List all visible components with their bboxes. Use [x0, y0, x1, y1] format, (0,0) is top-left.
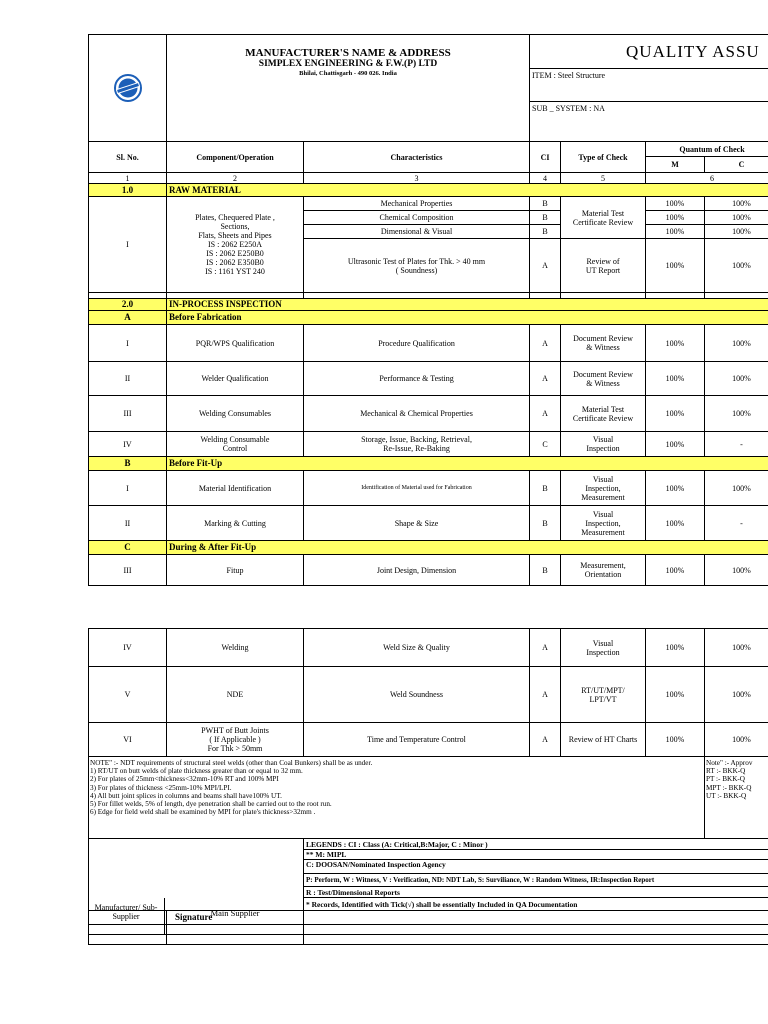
- characteristic-cell: Joint Design, Dimension: [304, 555, 530, 586]
- m-cell: 100%: [646, 362, 705, 396]
- signature-field: [304, 911, 768, 925]
- component-cell: [167, 432, 304, 457]
- col-type-of-check: Type of Check: [561, 142, 646, 173]
- ci-cell: A: [530, 667, 561, 723]
- c-cell: 100%: [705, 211, 768, 225]
- type-line: Orientation: [584, 570, 622, 579]
- note-line: NOTE" :- NDT requirements of structural steel welds (other than Coal Bunkers) shall be as under.: [90, 759, 373, 767]
- manufacturer-sub-supplier-label: Manufacturer/ Sub-Supplier: [94, 903, 158, 921]
- component-cell: Welding: [167, 629, 304, 667]
- sl-cell: VI: [89, 723, 167, 757]
- component-cell: [167, 723, 304, 757]
- ci-cell: A: [530, 629, 561, 667]
- type-line: & Witness: [586, 343, 620, 352]
- section-before-fit-up: [89, 457, 768, 471]
- component-line: Sections,: [220, 222, 250, 231]
- characteristic-cell: Mechanical Properties: [304, 197, 530, 211]
- characteristic-cell: [304, 239, 530, 293]
- c-cell: 100%: [705, 555, 768, 586]
- section-before-fabrication: [89, 311, 768, 325]
- m-cell: 100%: [646, 723, 705, 757]
- type-cell: [561, 197, 646, 239]
- table-row: [89, 667, 768, 723]
- m-cell: 100%: [646, 325, 705, 362]
- sl-cell: II: [89, 362, 167, 396]
- section-number: B: [89, 457, 167, 471]
- characteristic-cell: Time and Temperature Control: [304, 723, 530, 757]
- type-line: Measurement: [581, 527, 625, 537]
- ci-cell: C: [530, 432, 561, 457]
- type-line: Visual: [592, 638, 614, 648]
- table-row: [89, 362, 768, 396]
- ndt-notes: [90, 759, 372, 816]
- type-line: Material Test: [581, 208, 625, 218]
- sl-cell: I: [89, 471, 167, 506]
- characteristic-cell: Chemical Composition: [304, 211, 530, 225]
- col-num: 5: [561, 173, 646, 184]
- component-line: PWHT of Butt Joints: [201, 726, 269, 735]
- type-cell: [561, 629, 646, 667]
- component-cell: Marking & Cutting: [167, 506, 304, 541]
- ci-cell: A: [530, 723, 561, 757]
- type-cell: [561, 667, 646, 723]
- component-line: Control: [222, 444, 248, 453]
- characteristic-cell: Procedure Qualification: [304, 325, 530, 362]
- col-num: 4: [530, 173, 561, 184]
- company-name: SIMPLEX ENGINEERING & F.W.(P) LTD: [258, 59, 438, 69]
- col-quantum: Quantum of Check: [646, 142, 768, 157]
- ci-cell: A: [530, 239, 561, 293]
- characteristic-line: Ultrasonic Test of Plates for Thk. > 40 mm: [347, 256, 486, 266]
- m-cell: 100%: [646, 629, 705, 667]
- component-cell: Welder Qualification: [167, 362, 304, 396]
- component-line: Plates, Chequered Plate ,: [195, 213, 275, 222]
- sl-cell: I: [89, 197, 167, 293]
- characteristic-cell: Shape & Size: [304, 506, 530, 541]
- type-line: & Witness: [586, 378, 620, 388]
- type-line: Certificate Review: [572, 217, 634, 227]
- col-sl-no: Sl. No.: [89, 142, 167, 173]
- c-cell: 100%: [705, 362, 768, 396]
- characteristic-line: Re-Issue, Re-Baking: [383, 444, 450, 453]
- legend-line-5: R : Test/Dimensional Reports: [304, 887, 768, 898]
- type-line: LPT/VT: [589, 694, 617, 704]
- ci-cell: B: [530, 471, 561, 506]
- type-line: Inspection,: [585, 483, 621, 493]
- note-line: 5) For fillet welds, 5% of length, dye penetration shall be carried out to the root run.: [90, 800, 332, 809]
- m-cell: 100%: [646, 225, 705, 239]
- type-line: Inspection,: [585, 518, 621, 528]
- note-line: Note" :- Approv: [706, 759, 753, 767]
- note-line: 6) Edge for field weld shall be examined by MPI for plate's thickness>32mm .: [90, 808, 316, 817]
- component-line: IS : 2062 E350B0: [206, 258, 264, 267]
- m-cell: 100%: [646, 211, 705, 225]
- type-line: Measurement,: [580, 561, 626, 570]
- note-line: 3) For plates of thickness <25mm-10% MPI/LPI.: [90, 783, 232, 792]
- type-line: RT/UT/MPT/: [581, 685, 625, 695]
- c-cell: 100%: [705, 471, 768, 506]
- m-cell: 100%: [646, 197, 705, 211]
- characteristic-line: ( Soundness): [395, 265, 438, 275]
- section-title: IN-PROCESS INSPECTION: [167, 299, 768, 311]
- characteristic-line: Storage, Issue, Backing, Retrieval,: [361, 435, 472, 444]
- table-row: [89, 723, 768, 757]
- main-supplier-label: Main Supplier: [210, 908, 260, 918]
- section-number: 2.0: [89, 299, 167, 311]
- c-cell: 100%: [705, 225, 768, 239]
- type-line: Document Review: [573, 334, 633, 343]
- section-in-process: [89, 299, 768, 311]
- type-line: Document Review: [573, 369, 633, 379]
- ci-cell: B: [530, 506, 561, 541]
- simplex-logo-icon: [113, 73, 143, 103]
- note-line: MPT :- BKK-Q: [706, 783, 752, 792]
- type-line: UT Report: [585, 265, 621, 275]
- component-cell: [167, 197, 304, 293]
- sl-cell: IV: [89, 629, 167, 667]
- section-title: RAW MATERIAL: [167, 184, 768, 197]
- characteristic-cell: Dimensional & Visual: [304, 225, 530, 239]
- component-line: Flats, Sheets and Pipes: [198, 231, 272, 240]
- type-cell: Review of HT Charts: [561, 723, 646, 757]
- table-row: [89, 506, 768, 541]
- m-cell: 100%: [646, 396, 705, 432]
- table-row: [89, 197, 768, 211]
- table-row: [89, 471, 768, 506]
- component-line: For Thk > 50mm: [207, 744, 263, 753]
- component-cell: NDE: [167, 667, 304, 723]
- sl-cell: I: [89, 325, 167, 362]
- sl-cell: II: [89, 506, 167, 541]
- legend-left-cell: [89, 839, 304, 911]
- component-line: Welding Consumable: [200, 435, 270, 444]
- legend-line-2: ** M: MIPL: [304, 850, 768, 860]
- component-line: IS : 2062 E250B0: [206, 249, 264, 258]
- approval-notes: [706, 759, 752, 800]
- logo-cell: [89, 35, 167, 142]
- m-cell: 100%: [646, 667, 705, 723]
- manufacturer-block: [167, 35, 530, 142]
- ci-cell: A: [530, 396, 561, 432]
- legend-line-6: * Records, Identified with Tick(√) shall be essentially Included in QA Documentation: [304, 898, 768, 911]
- type-line: Material Test: [581, 404, 625, 414]
- section-raw-material: [89, 184, 768, 197]
- section-number: C: [89, 541, 167, 555]
- sub-system-field: SUB _ SYSTEM : NA: [530, 102, 768, 142]
- qap-table-page1: [88, 34, 768, 586]
- col-characteristics: Characteristics: [304, 142, 530, 173]
- c-cell: 100%: [705, 325, 768, 362]
- type-line: Visual: [592, 474, 614, 484]
- type-cell: [561, 396, 646, 432]
- m-cell: 100%: [646, 239, 705, 293]
- type-cell: [561, 555, 646, 586]
- section-title: Before Fit-Up: [167, 457, 768, 471]
- c-cell: -: [705, 432, 768, 457]
- legend-line-1: LEGENDS : CI : Class (A: Critical,B:Major, C : Minor ): [304, 839, 768, 850]
- c-cell: 100%: [705, 629, 768, 667]
- c-cell: -: [705, 506, 768, 541]
- col-c: C: [705, 157, 768, 173]
- type-line: Certificate Review: [572, 413, 634, 423]
- ci-cell: A: [530, 362, 561, 396]
- characteristic-cell: Performance & Testing: [304, 362, 530, 396]
- ci-cell: B: [530, 555, 561, 586]
- m-cell: 100%: [646, 432, 705, 457]
- characteristic-cell: Identification of Material used for Fabrication: [304, 471, 530, 506]
- sl-cell: III: [89, 555, 167, 586]
- col-m: M: [646, 157, 705, 173]
- type-line: Visual: [592, 435, 614, 444]
- type-cell: [561, 239, 646, 293]
- component-cell: Welding Consumables: [167, 396, 304, 432]
- m-cell: 100%: [646, 555, 705, 586]
- section-number: 1.0: [89, 184, 167, 197]
- item-field: ITEM : Steel Structure: [530, 69, 768, 102]
- type-cell: [561, 432, 646, 457]
- c-cell: 100%: [705, 667, 768, 723]
- table-row: [89, 325, 768, 362]
- signature-label: Signature: [167, 911, 304, 925]
- col-num: 6: [646, 173, 768, 184]
- col-component: Component/Operation: [167, 142, 304, 173]
- note-line: 1) RT/UT on butt welds of plate thickness greater than or equal to 32 mm.: [90, 767, 303, 776]
- component-cell: PQR/WPS Qualification: [167, 325, 304, 362]
- legend-line-4: P: Perform, W : Witness, V : Verification, ND: NDT Lab, S: Surviliance, W : Random Witness, IR:Inspection Report: [304, 874, 768, 887]
- type-cell: [561, 325, 646, 362]
- characteristic-cell: Weld Soundness: [304, 667, 530, 723]
- section-title: During & After Fit-Up: [167, 541, 768, 555]
- col-num: 2: [167, 173, 304, 184]
- table-row: [89, 629, 768, 667]
- component-line: ( If Applicable ): [209, 735, 261, 744]
- type-line: Inspection: [586, 444, 620, 453]
- component-cell: Material Identification: [167, 471, 304, 506]
- sl-cell: IV: [89, 432, 167, 457]
- ci-cell: A: [530, 325, 561, 362]
- note-line: 4) All butt joint splices in columns and beams shall have100% UT.: [90, 791, 282, 800]
- characteristic-cell: Mechanical & Chemical Properties: [304, 396, 530, 432]
- ci-cell: B: [530, 197, 561, 211]
- component-cell: Fitup: [167, 555, 304, 586]
- type-line: Inspection: [586, 647, 620, 657]
- type-cell: [561, 506, 646, 541]
- characteristic-cell: Weld Size & Quality: [304, 629, 530, 667]
- note-line: RT :- BKK-Q: [706, 767, 746, 776]
- type-cell: [561, 362, 646, 396]
- section-title: Before Fabrication: [167, 311, 768, 325]
- table-row: [89, 555, 768, 586]
- c-cell: 100%: [705, 239, 768, 293]
- manufacturer-label: MANUFACTURER'S NAME & ADDRESS: [245, 47, 451, 59]
- sl-cell: V: [89, 667, 167, 723]
- note-line: 2) For plates of 25mm<thickness<32mm-10% RT and 100% MPI: [90, 775, 279, 784]
- col-num: 1: [89, 173, 167, 184]
- type-cell: [561, 471, 646, 506]
- col-num: 3: [304, 173, 530, 184]
- c-cell: 100%: [705, 197, 768, 211]
- type-line: Measurement: [581, 492, 625, 502]
- component-line: IS : 2062 E250A: [208, 240, 262, 249]
- legend-line-3: C: DOOSAN/Nominated Inspection Agency: [304, 860, 768, 874]
- table-row: [89, 396, 768, 432]
- m-cell: 100%: [646, 506, 705, 541]
- component-line: IS : 1161 YST 240: [205, 267, 265, 276]
- doc-title: QUALITY ASSU: [530, 35, 768, 69]
- ci-cell: B: [530, 225, 561, 239]
- note-line: UT :- BKK-Q: [706, 791, 747, 800]
- characteristic-cell: [304, 432, 530, 457]
- m-cell: 100%: [646, 471, 705, 506]
- section-number: A: [89, 311, 167, 325]
- note-line: PT :- BKK-Q: [706, 775, 746, 784]
- table-row: [89, 432, 768, 457]
- type-line: Review of: [586, 256, 620, 266]
- c-cell: 100%: [705, 723, 768, 757]
- type-line: Visual: [592, 509, 614, 519]
- col-ci: CI: [530, 142, 561, 173]
- ci-cell: B: [530, 211, 561, 225]
- section-during-fit-up: [89, 541, 768, 555]
- company-address: Bhilai, Chattisgarh - 490 026. India: [299, 70, 397, 77]
- c-cell: 100%: [705, 396, 768, 432]
- legend-divider: [164, 898, 165, 934]
- sl-cell: III: [89, 396, 167, 432]
